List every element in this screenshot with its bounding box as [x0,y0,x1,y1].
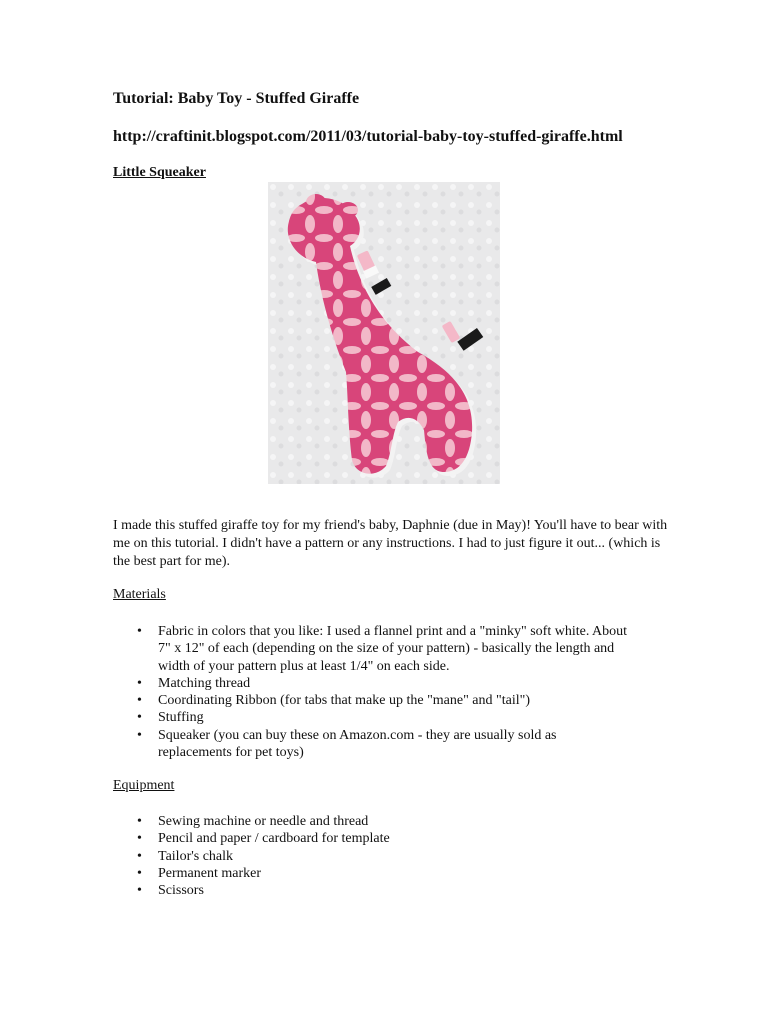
list-item: • Stuffing [113,709,633,726]
section-subtitle: Little Squeaker [113,165,206,180]
materials-list [113,623,633,761]
source-url: http://craftinit.blogspot.com/2011/03/tutorial-baby-toy-stuffed-giraffe.html [113,128,623,145]
giraffe-photo [268,182,500,484]
list-item: • Fabric in colors that you like: I used a flannel print and a "minky" soft white. About 7" x 12" of each (depending on the size of your pattern) - basically the length and width of your pattern plus at least 1/4" on each side. [113,623,633,675]
list-item: • Permanent marker [113,865,633,882]
equipment-heading: Equipment [113,778,175,793]
giraffe-horn-left [306,194,326,210]
list-item: • Matching thread [113,675,633,692]
list-item: • Sewing machine or needle and thread [113,813,633,830]
list-item: • Pencil and paper / cardboard for template [113,830,633,847]
giraffe-horn-right [338,202,358,218]
list-item: • Squeaker (you can buy these on Amazon.com - they are usually sold as replacements for pet toys) [113,727,633,762]
materials-heading: Materials [113,587,166,602]
list-item: • Scissors [113,882,633,899]
list-item: • Tailor's chalk [113,848,633,865]
list-item: • Coordinating Ribbon (for tabs that make up the "mane" and "tail") [113,692,633,709]
equipment-list [113,813,633,899]
document-title: Tutorial: Baby Toy - Stuffed Giraffe [113,90,360,107]
intro-paragraph: I made this stuffed giraffe toy for my friend's baby, Daphnie (due in May)! You'll have to bear with me on this tutorial. I didn't have a pattern or any instructions. I had to just figure it out... (which is the best part for me). [113,518,668,569]
